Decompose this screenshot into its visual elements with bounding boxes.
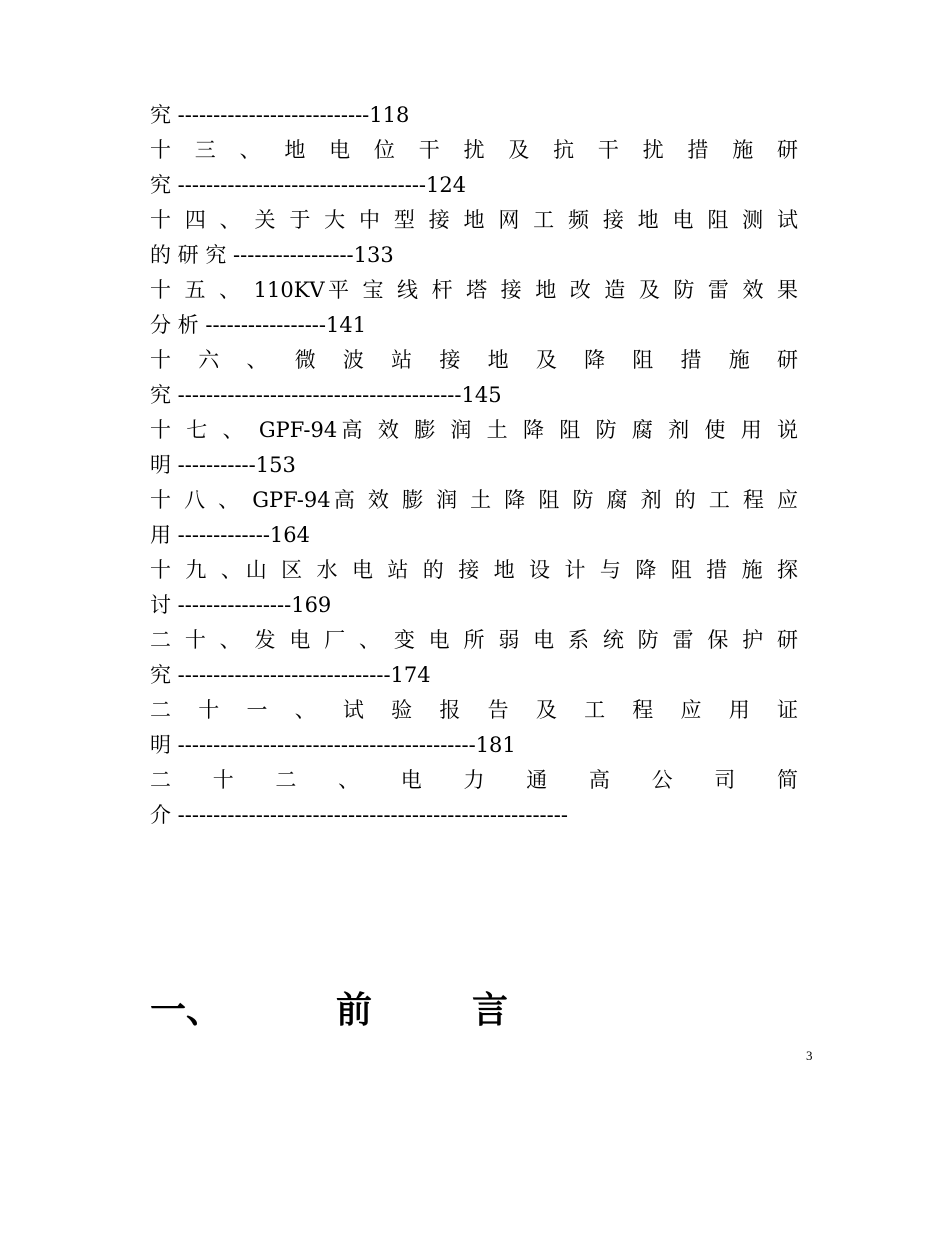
- toc-line: 用 -------------164: [150, 523, 311, 547]
- toc-line: 十 八 、 GPF-94高 效 膨 润 土 降 阻 防 腐 剂 的 工 程 应: [150, 488, 798, 512]
- toc-line: 明 -----------153: [150, 453, 296, 477]
- toc-line: 十 三 、 地 电 位 干 扰 及 抗 干 扰 措 施 研: [150, 138, 798, 162]
- toc-line: 二 十 二 、 电 力 通 高 公 司 简: [150, 768, 798, 792]
- toc-line: 介 -------------------------------------------------------: [150, 803, 568, 827]
- toc-line: 究 ------------------------------174: [150, 663, 431, 687]
- toc-line: 十 五 、 110KV平 宝 线 杆 塔 接 地 改 造 及 防 雷 效 果: [150, 278, 798, 302]
- toc-line: 究 ---------------------------118: [150, 103, 410, 127]
- toc-line: 二 十 一 、 试 验 报 告 及 工 程 应 用 证: [150, 698, 798, 722]
- table-of-contents: [150, 98, 798, 833]
- toc-line: 明 ------------------------------------------181: [150, 733, 516, 757]
- toc-line: 二 十 、 发 电 厂 、 变 电 所 弱 电 系 统 防 雷 保 护 研: [150, 628, 798, 652]
- heading-number: 一、: [150, 989, 223, 1031]
- heading-char-2: 言: [472, 989, 509, 1031]
- toc-line: 十 六 、 微 波 站 接 地 及 降 阻 措 施 研: [150, 348, 798, 372]
- toc-line: 十 九 、山 区 水 电 站 的 接 地 设 计 与 降 阻 措 施 探: [150, 558, 798, 582]
- toc-line: 讨 ----------------169: [150, 593, 332, 617]
- toc-line: 十 七 、 GPF-94高 效 膨 润 土 降 阻 防 腐 剂 使 用 说: [150, 418, 798, 442]
- toc-line: 分 析 -----------------141: [150, 313, 367, 337]
- page-number: 3: [806, 1048, 813, 1063]
- heading-char-1: 前: [336, 989, 373, 1031]
- toc-line: 究 -----------------------------------124: [150, 173, 467, 197]
- toc-line: 究 ----------------------------------------145: [150, 383, 502, 407]
- toc-line: 的 研 究 -----------------133: [150, 243, 394, 267]
- section-heading: [150, 982, 509, 1150]
- toc-line: 十 四 、 关 于 大 中 型 接 地 网 工 频 接 地 电 阻 测 试: [150, 208, 798, 232]
